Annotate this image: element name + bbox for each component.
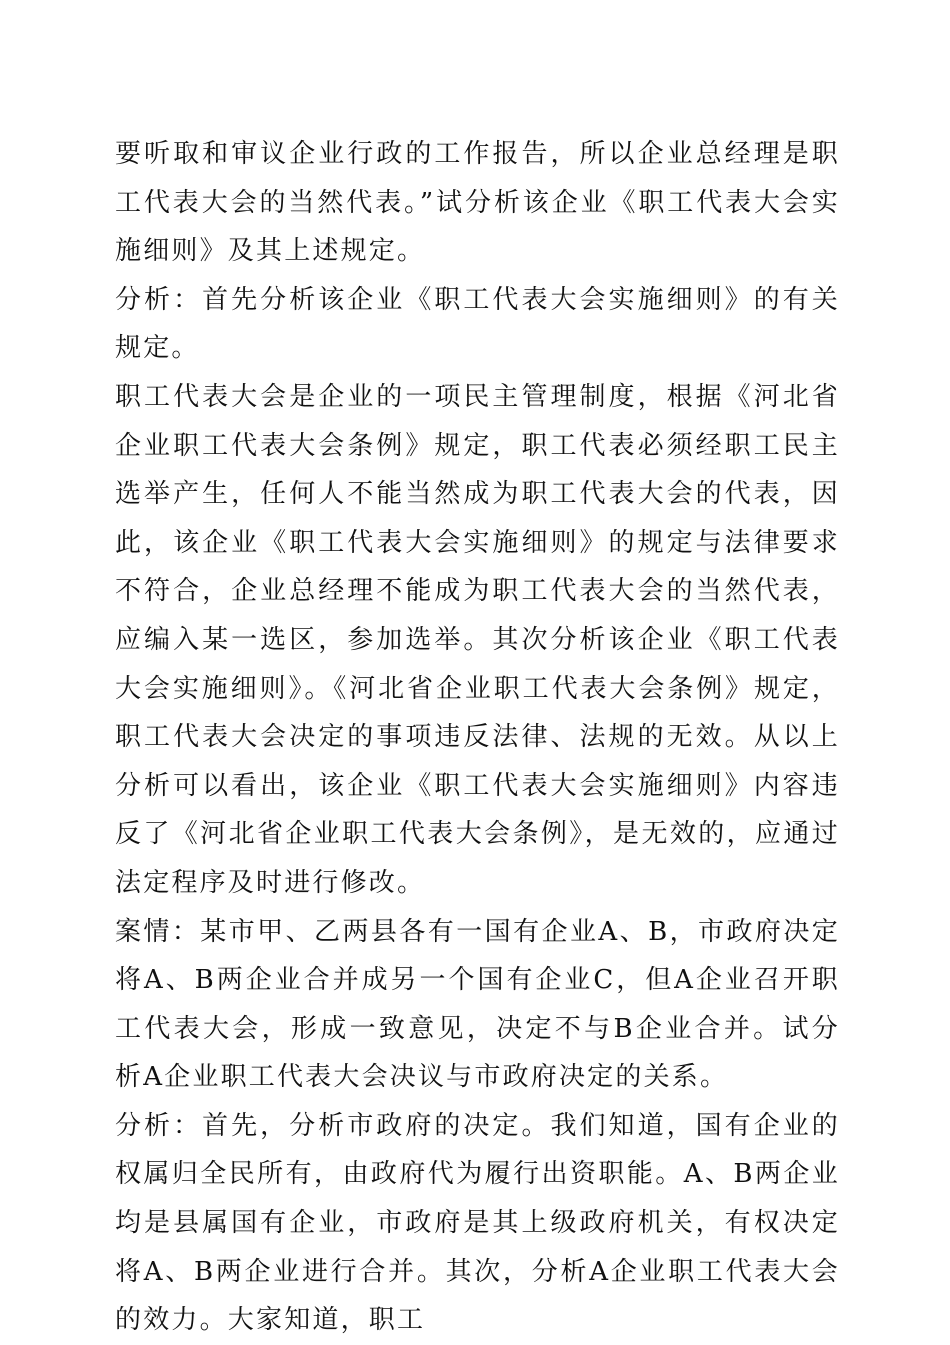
paragraph-3: 职工代表大会是企业的一项民主管理制度，根据《河北省企业职工代表大会条例》规定，职工代表必须经职工民主选举产生，任何人不能当然成为职工代表大会的代表，因此，该企业《职工代表大会实施细则》的规定与法律要求不符合，企业总经理不能成为职工代表大会的当然代表，应编入某一选区，参加选举。其次分析该企业《职工代表大会实施细则》。《河北省企业职工代表大会条例》规定，职工代表大会决定的事项违反法律、法规的无效。从以上分析可以看出，该企业《职工代表大会实施细则》内容违反了《河北省企业职工代表大会条例》，是无效的，应通过法定程序及时进行修改。 xyxy=(115,381,840,898)
paragraph-2: 分析：首先分析该企业《职工代表大会实施细则》的有关规定。 xyxy=(115,284,840,364)
paragraph-4: 案情：某市甲、乙两县各有一国有企业A、B，市政府决定将A、B两企业合并成另一个国有企业C，但A企业召开职工代表大会，形成一致意见，决定不与B企业合并。试分析A企业职工代表大会决议与市政府决定的关系。 xyxy=(115,916,840,1093)
paragraph-1: 要听取和审议企业行政的工作报告，所以企业总经理是职工代表大会的当然代表。”试分析该企业《职工代表大会实施细则》及其上述规定。 xyxy=(115,139,840,267)
document-body xyxy=(115,130,840,1345)
paragraph-5: 分析：首先，分析市政府的决定。我们知道，国有企业的权属归全民所有，由政府代为履行出资职能。A、B两企业均是县属国有企业，市政府是其上级政府机关，有权决定将A、B两企业进行合并。其次，分析A企业职工代表大会的效力。大家知道，职工 xyxy=(115,1110,840,1336)
